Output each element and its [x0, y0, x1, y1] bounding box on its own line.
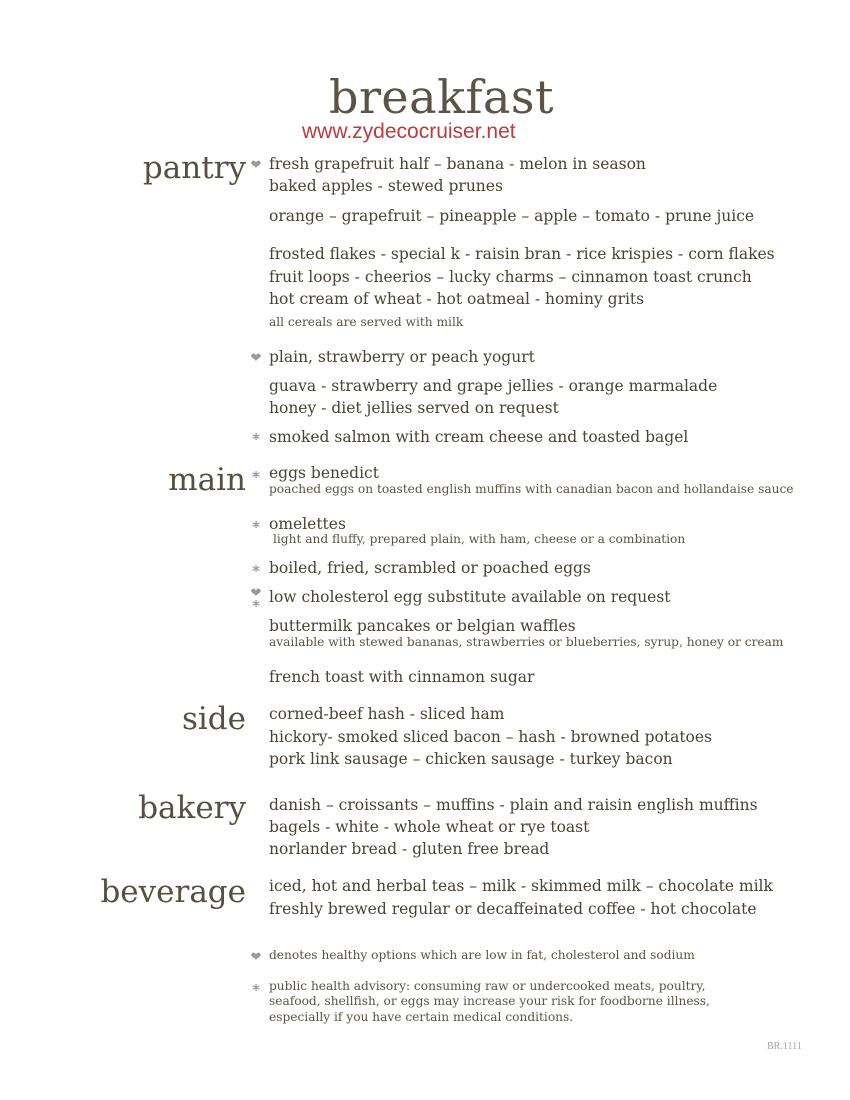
website-watermark: www.zydecocruiser.net	[302, 120, 516, 143]
pantry-fruit-line-1: fresh grapefruit half – banana - melon in season	[269, 155, 646, 173]
asterisk-icon: *	[252, 518, 260, 536]
pantry-cereal-line-2: fruit loops - cheerios – lucky charms – cinnamon toast crunch	[269, 268, 752, 286]
pantry-yogurt-line: plain, strawberry or peach yogurt	[269, 348, 535, 366]
section-heading-pantry: pantry	[142, 150, 246, 186]
asterisk-icon: *	[252, 468, 260, 486]
pantry-cereal-line-3: hot cream of wheat - hot oatmeal - hominy grits	[269, 290, 645, 308]
asterisk-icon: *	[252, 981, 260, 999]
main-eggs-line: boiled, fried, scrambled or poached eggs	[269, 559, 591, 577]
side-line-2: hickory- smoked sliced bacon – hash - browned potatoes	[269, 728, 713, 746]
menu-title: breakfast	[329, 70, 554, 124]
heart-icon: ❤	[250, 950, 262, 965]
side-line-1: corned-beef hash - sliced ham	[269, 705, 505, 723]
main-french-toast-line: french toast with cinnamon sugar	[269, 668, 535, 686]
main-pancakes-description: available with stewed bananas, strawberries or blueberries, syrup, honey or cream	[269, 635, 784, 649]
pantry-fruit-line-2: baked apples - stewed prunes	[269, 177, 503, 195]
heart-icon: ❤	[250, 351, 262, 366]
pantry-cereal-note: all cereals are served with milk	[269, 315, 464, 329]
pantry-juice-line: orange – grapefruit – pineapple – apple – tomato - prune juice	[269, 207, 755, 225]
footnote-advisory-line-1: public health advisory: consuming raw or undercooked meats, poultry,	[269, 979, 706, 993]
main-pancakes-line: buttermilk pancakes or belgian waffles	[269, 617, 576, 635]
footnote-healthy: denotes healthy options which are low in fat, cholesterol and sodium	[269, 948, 695, 962]
asterisk-icon: *	[252, 562, 260, 580]
main-benedict-description: poached eggs on toasted english muffins with canadian bacon and hollandaise sauce	[269, 482, 794, 496]
section-heading-main: main	[168, 462, 246, 498]
pantry-jelly-line-2: honey - diet jellies served on request	[269, 399, 559, 417]
beverage-line-2: freshly brewed regular or decaffeinated coffee - hot chocolate	[269, 900, 757, 918]
beverage-line-1: iced, hot and herbal teas – milk - skimmed milk – chocolate milk	[269, 877, 773, 895]
pantry-salmon-line: smoked salmon with cream cheese and toasted bagel	[269, 428, 689, 446]
main-omelettes-description: light and fluffy, prepared plain, with ham, cheese or a combination	[273, 532, 686, 546]
section-heading-bakery: bakery	[138, 790, 246, 826]
bakery-line-1: danish – croissants – muffins - plain and raisin english muffins	[269, 796, 758, 814]
section-heading-side: side	[181, 701, 246, 737]
footnote-advisory-line-2: seafood, shellfish, or eggs may increase your risk for foodborne illness,	[269, 994, 710, 1008]
pantry-cereal-line-1: frosted flakes - special k - raisin bran - rice krispies - corn flakes	[269, 245, 775, 263]
main-omelettes-line: omelettes	[269, 515, 346, 533]
document-code: BR.1111	[767, 1041, 802, 1052]
main-substitute-line: low cholesterol egg substitute available on request	[269, 588, 671, 606]
side-line-3: pork link sausage – chicken sausage - turkey bacon	[269, 750, 673, 768]
pantry-jelly-line-1: guava - strawberry and grape jellies - orange marmalade	[269, 377, 718, 395]
heart-icon: ❤	[250, 586, 262, 601]
asterisk-icon: *	[252, 597, 260, 615]
main-benedict-line: eggs benedict	[269, 464, 379, 482]
asterisk-icon: *	[252, 430, 260, 448]
bakery-line-3: norlander bread - gluten free bread	[269, 840, 550, 858]
footnote-advisory-line-3: especially if you have certain medical conditions.	[269, 1010, 574, 1024]
heart-icon: ❤	[250, 158, 262, 173]
bakery-line-2: bagels - white - whole wheat or rye toast	[269, 818, 590, 836]
section-heading-beverage: beverage	[100, 874, 246, 910]
